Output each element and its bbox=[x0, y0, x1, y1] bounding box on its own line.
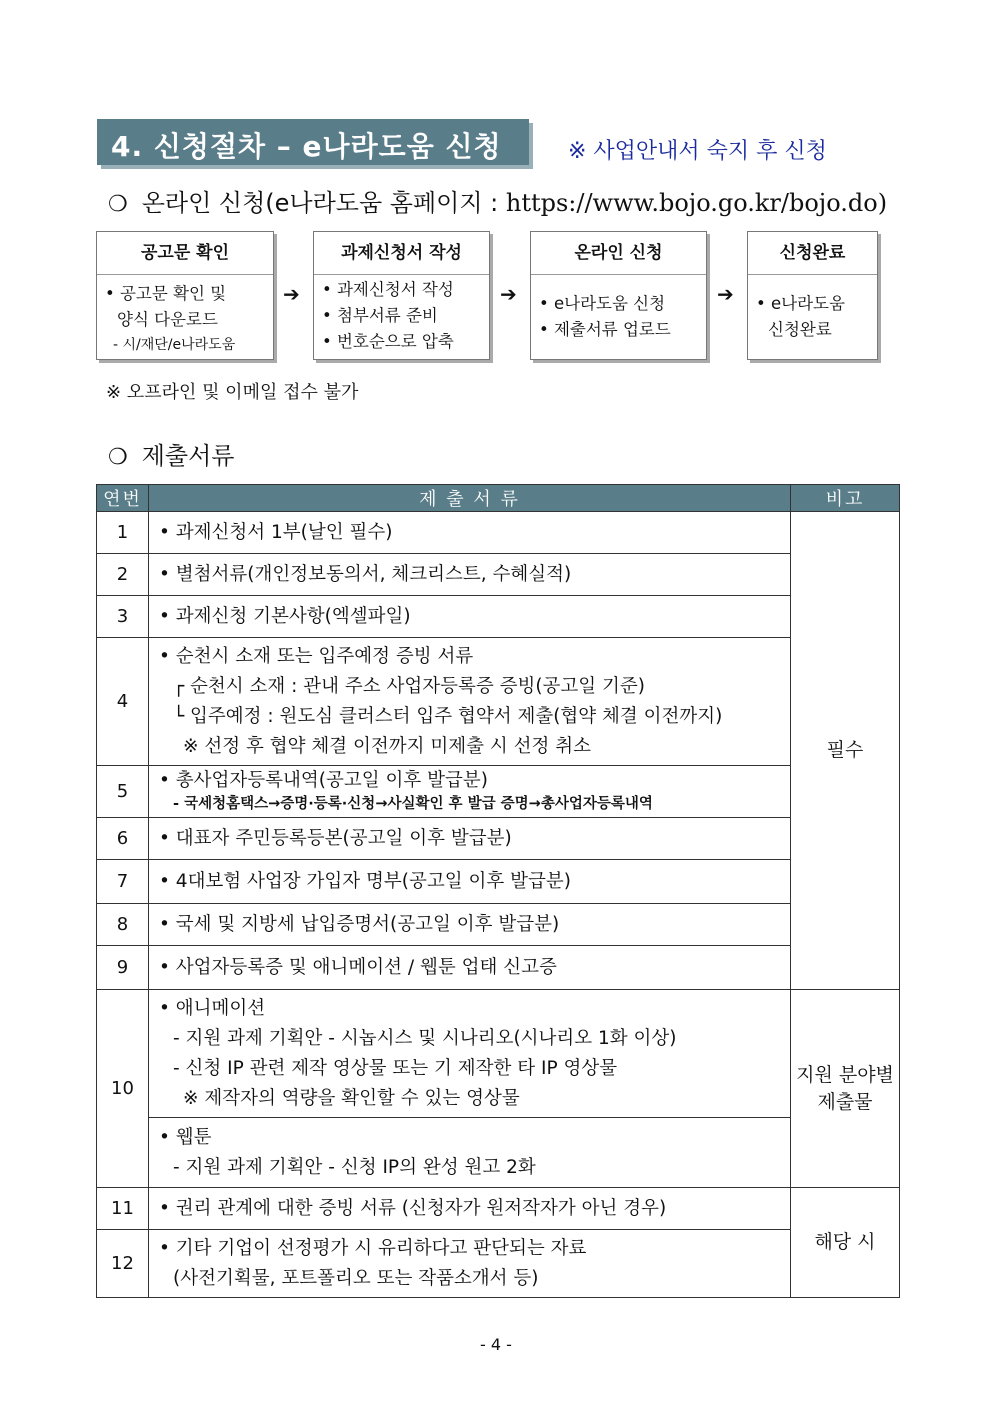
page-number: - 4 - bbox=[480, 1335, 512, 1354]
column-header-note: 비고 bbox=[791, 485, 900, 512]
circle-bullet-icon: ❍ bbox=[108, 192, 128, 217]
flow-step-item: • 번호순으로 압축 bbox=[322, 332, 454, 351]
row-number: 2 bbox=[97, 554, 149, 596]
flow-step-title: 과제신청서 작성 bbox=[314, 232, 489, 275]
row-text: • 사업자등록증 및 애니메이션 / 웹툰 업태 신고증 bbox=[159, 956, 557, 978]
row-number: 1 bbox=[97, 512, 149, 554]
heading-close-paren: ) bbox=[877, 189, 888, 217]
application-url: https://www.bojo.go.kr/bojo.do bbox=[505, 189, 878, 217]
table-row bbox=[97, 818, 900, 860]
row-text: └ 입주예정 : 원도심 클러스터 입주 협약서 제출(협약 체결 이전까지) bbox=[173, 705, 723, 727]
note-if-applicable: 해당 시 bbox=[791, 1188, 900, 1298]
row-number: 8 bbox=[97, 904, 149, 946]
row-number: 12 bbox=[97, 1230, 149, 1298]
flow-step-item: • 제출서류 업로드 bbox=[539, 320, 671, 339]
documents-table bbox=[96, 484, 900, 1298]
column-header-no: 연번 bbox=[97, 485, 149, 512]
row-number: 6 bbox=[97, 818, 149, 860]
row-text: • 애니메이션 bbox=[159, 997, 266, 1019]
row-text: • 국세 및 지방세 납입증명서(공고일 이후 발급분) bbox=[159, 913, 560, 935]
row-text: • 순천시 소재 또는 입주예정 증빙 서류 bbox=[159, 645, 474, 667]
flow-step-2 bbox=[313, 231, 490, 360]
arrow-right-icon: ➔ bbox=[717, 282, 734, 306]
row-text: ┌ 순천시 소재 : 관내 주소 사업자등록증 증빙(공고일 기준) bbox=[173, 675, 646, 697]
note-by-field-line: 제출물 bbox=[817, 1090, 873, 1113]
flow-step-item: • 과제신청서 작성 bbox=[322, 280, 454, 299]
column-header-documents: 제 출 서 류 bbox=[149, 485, 791, 512]
flow-step-subitem: - 시/재단/e나라도움 bbox=[113, 337, 236, 353]
flow-step-title: 신청완료 bbox=[748, 232, 877, 275]
row-number: 9 bbox=[97, 946, 149, 990]
note-required: 필수 bbox=[791, 512, 900, 990]
row-text: (사전기획물, 포트폴리오 또는 작품소개서 등) bbox=[173, 1267, 539, 1289]
row-number: 3 bbox=[97, 596, 149, 638]
arrow-right-icon: ➔ bbox=[283, 282, 300, 306]
flow-step-item: • 첨부서류 준비 bbox=[322, 306, 438, 325]
row-text: ※ 선정 후 협약 체결 이전까지 미제출 시 선정 취소 bbox=[183, 735, 591, 757]
row-number: 10 bbox=[97, 990, 149, 1188]
arrow-right-icon: ➔ bbox=[500, 282, 517, 306]
flow-step-item: • e나라도움 bbox=[756, 294, 845, 313]
table-row bbox=[97, 596, 900, 638]
note-by-field bbox=[791, 990, 900, 1188]
row-number: 5 bbox=[97, 766, 149, 818]
section-header bbox=[97, 119, 529, 165]
table-header-row bbox=[97, 485, 900, 512]
row-text: • 과제신청서 1부(날인 필수) bbox=[159, 521, 393, 543]
circle-bullet-icon: ❍ bbox=[108, 445, 128, 470]
row-number: 4 bbox=[97, 638, 149, 766]
row-text: - 지원 과제 기획안 - 시놉시스 및 시나리오(시나리오 1화 이상) bbox=[173, 1027, 677, 1049]
row-text: • 과제신청 기본사항(엑셀파일) bbox=[159, 605, 411, 627]
row-text: • 기타 기업이 선정평가 시 유리하다고 판단되는 자료 bbox=[159, 1237, 587, 1259]
table-row bbox=[97, 904, 900, 946]
documents-heading bbox=[108, 436, 234, 471]
row-text: • 웹툰 bbox=[159, 1126, 212, 1148]
flow-step-item: 양식 다운로드 bbox=[117, 310, 218, 329]
section-title: 4. 신청절차 – e나라도움 신청 bbox=[111, 130, 502, 163]
row-text: • 별첨서류(개인정보동의서, 체크리스트, 수혜실적) bbox=[159, 563, 572, 585]
online-application-heading bbox=[108, 183, 887, 218]
row-subtext: - 국세청홈택스→증명·등록·신청→사실확인 후 발급 증명→총사업자등록내역 bbox=[173, 795, 653, 812]
row-text: - 신청 IP 관련 제작 영상물 또는 기 제작한 타 IP 영상물 bbox=[173, 1057, 618, 1079]
row-text: ※ 제작자의 역량을 확인할 수 있는 영상물 bbox=[183, 1087, 520, 1109]
table-row bbox=[97, 1188, 900, 1230]
notice-text: ※ 사업안내서 숙지 후 신청 bbox=[568, 139, 827, 164]
online-heading-text: 온라인 신청(e나라도움 홈페이지 : bbox=[141, 189, 506, 217]
offline-note: ※ 오프라인 및 이메일 접수 불가 bbox=[106, 382, 359, 403]
flow-step-item: 신청완료 bbox=[768, 320, 832, 339]
row-number: 11 bbox=[97, 1188, 149, 1230]
table-row bbox=[97, 1230, 900, 1298]
table-row bbox=[97, 1118, 900, 1188]
table-row bbox=[97, 638, 900, 766]
documents-heading-text: 제출서류 bbox=[141, 442, 235, 470]
row-number: 7 bbox=[97, 860, 149, 904]
table-row bbox=[97, 766, 900, 818]
flow-step-item: • 공고문 확인 및 bbox=[105, 284, 227, 303]
row-text: • 총사업자등록내역(공고일 이후 발급분) bbox=[159, 769, 488, 791]
flow-step-4 bbox=[747, 231, 878, 360]
flow-step-3 bbox=[530, 231, 707, 360]
flow-step-title: 공고문 확인 bbox=[97, 232, 273, 275]
table-row bbox=[97, 860, 900, 904]
flow-step-item: • e나라도움 신청 bbox=[539, 294, 666, 313]
table-row bbox=[97, 990, 900, 1118]
flow-step-title: 온라인 신청 bbox=[531, 232, 706, 275]
flow-step-1 bbox=[96, 231, 274, 360]
row-text: • 대표자 주민등록등본(공고일 이후 발급분) bbox=[159, 827, 512, 849]
table-row bbox=[97, 946, 900, 990]
row-text: • 4대보험 사업장 가입자 명부(공고일 이후 발급분) bbox=[159, 870, 571, 892]
row-text: - 지원 과제 기획안 - 신청 IP의 완성 원고 2화 bbox=[173, 1156, 536, 1178]
table-row bbox=[97, 512, 900, 554]
note-by-field-line: 지원 분야별 bbox=[796, 1063, 894, 1086]
table-row bbox=[97, 554, 900, 596]
row-text: • 권리 관계에 대한 증빙 서류 (신청자가 원저작자가 아닌 경우) bbox=[159, 1197, 667, 1219]
